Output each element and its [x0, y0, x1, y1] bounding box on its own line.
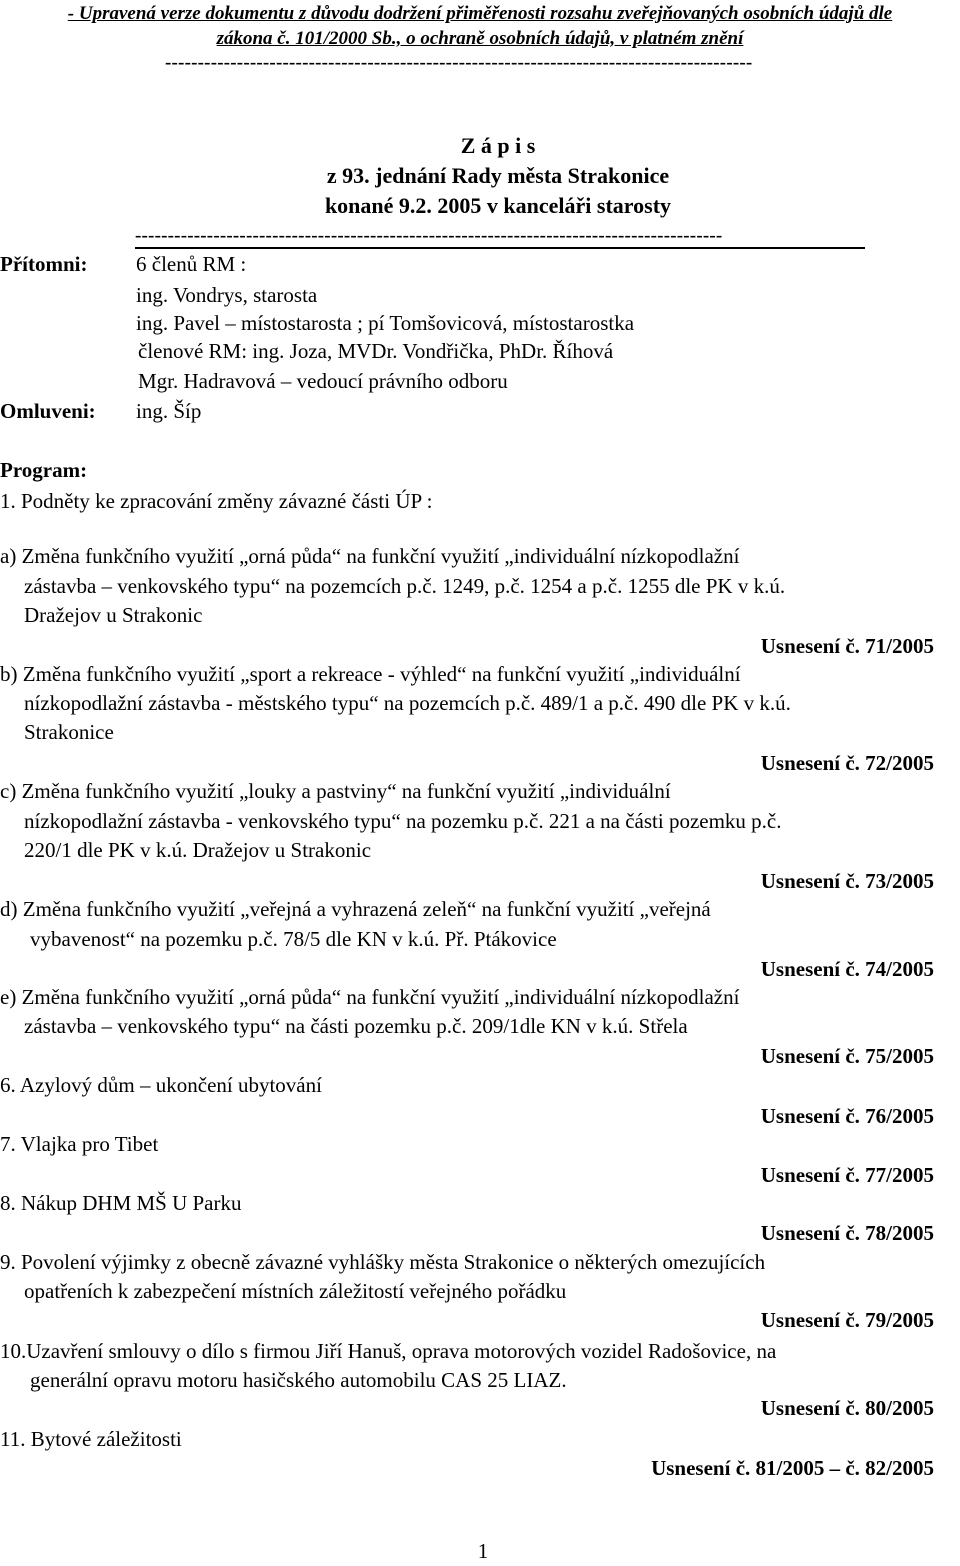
program-item-6: 6. Azylový dům – ukončení ubytování [0, 1073, 322, 1097]
subitem-c-line-1: c) Změna funkčního využití „louky a pastviny“ na funkční využití „individuální [0, 779, 671, 803]
program-item-9-line-1: 9. Povolení výjimky z obecně závazné vyhlášky města Strakonice o některých omezujících [0, 1250, 766, 1274]
attendee-line: Mgr. Hadravová – vedoucí právního odboru [138, 369, 508, 393]
subitem-a-line-2: zástavba – venkovského typu“ na pozemcích p.č. 1249, p.č. 1254 a p.č. 1255 dle PK v k.ú. [24, 574, 786, 598]
resolution-number: Usnesení č. 72/2005 [760, 751, 934, 775]
resolution-number: Usnesení č. 74/2005 [760, 957, 934, 981]
resolution-number: Usnesení č. 71/2005 [760, 634, 934, 658]
program-item-10-line-2: generální opravu motoru hasičského automobilu CAS 25 LIAZ. [30, 1368, 567, 1392]
header-rule [135, 247, 865, 249]
subitem-e-line-2: zástavba – venkovského typu“ na části pozemku p.č. 209/1dle KN v k.ú. Střela [24, 1014, 688, 1038]
attendee-line: ing. Pavel – místostarosta ; pí Tomšovicová, místostarostka [136, 311, 635, 335]
program-item-9-line-2: opatřeních k zabezpečení místních záležitostí veřejného pořádku [24, 1279, 567, 1303]
subitem-d-line-2: vybavenost“ na pozemku p.č. 78/5 dle KN v k.ú. Př. Ptákovice [30, 927, 557, 951]
subitem-d-line-1: d) Změna funkčního využití „veřejná a vyhrazená zeleň“ na funkční využití „veřejná [0, 897, 711, 921]
resolution-number: Usnesení č. 73/2005 [760, 869, 934, 893]
notice-separator: ------------------------------------------------------------------------------------------ [165, 52, 753, 73]
subitem-b-line-3: Strakonice [24, 720, 114, 744]
attendee-line: ing. Vondrys, starosta [136, 283, 318, 307]
resolution-number: Usnesení č. 80/2005 [760, 1396, 934, 1420]
resolution-number: Usnesení č. 75/2005 [760, 1044, 934, 1068]
resolution-number: Usnesení č. 79/2005 [760, 1308, 934, 1332]
notice-line-1: - Upravená verze dokumentu z důvodu dodržení přiměřenosti rozsahu zveřejňovaných osobních údajů dle [67, 3, 893, 24]
header-separator: ------------------------------------------------------------------------------------------ [135, 225, 723, 246]
resolution-number: Usnesení č. 76/2005 [760, 1104, 934, 1128]
excused-label: Omluveni: [0, 399, 96, 423]
excused-names: ing. Šíp [136, 399, 202, 423]
subitem-e-line-1: e) Změna funkčního využití „orná půda“ na funkční využití „individuální nízkopodlažní [0, 985, 740, 1009]
program-item-7: 7. Vlajka pro Tibet [0, 1132, 159, 1156]
present-label: Přítomni: [0, 252, 88, 276]
meeting-date-place: konané 9.2. 2005 v kanceláři starosty [324, 193, 672, 218]
program-item-10-line-1: 10.Uzavření smlouvy o dílo s firmou Jiří Hanuš, oprava motorových vozidel Radošovice, na [0, 1339, 777, 1363]
resolution-number: Usnesení č. 78/2005 [760, 1221, 934, 1245]
subitem-c-line-2: nízkopodlažní zástavba - venkovského typu“ na pozemku p.č. 221 a na části pozemku p.č. [24, 809, 782, 833]
notice-line-2: zákona č. 101/2000 Sb., o ochraně osobních údajů, v platném znění [216, 28, 744, 49]
program-label: Program: [0, 458, 88, 482]
resolution-number: Usnesení č. 81/2005 – č. 82/2005 [651, 1456, 934, 1480]
subitem-b-line-2: nízkopodlažní zástavba - městského typu“ na pozemcích p.č. 489/1 a p.č. 490 dle PK v k.ú. [24, 691, 791, 715]
program-item-1: 1. Podněty ke zpracování změny závazné části ÚP : [0, 489, 433, 513]
present-count: 6 členů RM : [136, 252, 247, 276]
resolution-number: Usnesení č. 77/2005 [760, 1163, 934, 1187]
program-item-8: 8. Nákup DHM MŠ U Parku [0, 1191, 242, 1215]
document-subtitle: z 93. jednání Rady města Strakonice [326, 163, 670, 188]
subitem-b-line-1: b) Změna funkčního využití „sport a rekreace - výhled“ na funkční využití „individuální [0, 662, 741, 686]
subitem-a-line-3: Dražejov u Strakonic [24, 603, 203, 627]
document-title: Z á p i s [460, 133, 536, 158]
subitem-a-line-1: a) Změna funkčního využití „orná půda“ na funkční využití „individuální nízkopodlažní [0, 544, 740, 568]
attendee-line: členové RM: ing. Joza, MVDr. Vondřička, PhDr. Říhová [138, 339, 614, 363]
page-number: 1 [477, 1539, 489, 1563]
subitem-c-line-3: 220/1 dle PK v k.ú. Dražejov u Strakonic [24, 838, 372, 862]
program-item-11: 11. Bytové záležitosti [0, 1427, 182, 1451]
